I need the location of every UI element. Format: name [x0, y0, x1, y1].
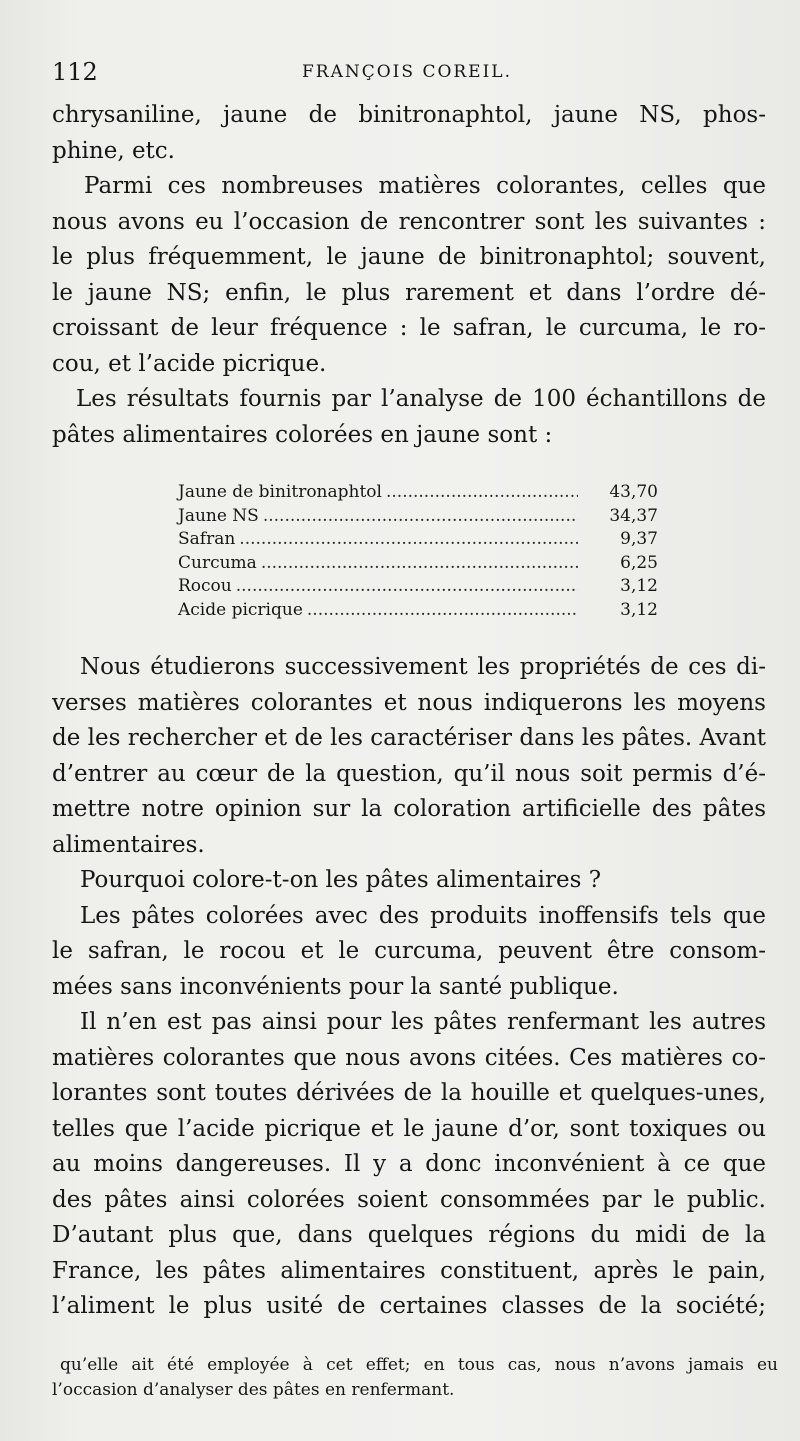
text-line: lorantes sont toutes dérivées de la houille et quelques-unes,: [52, 1080, 766, 1106]
row-value: 9,37: [620, 529, 658, 549]
dot-leader: [261, 552, 578, 576]
text-line: de les rechercher et de les caractériser dans les pâtes. Avant: [52, 725, 766, 751]
text-line: mettre notre opinion sur la coloration artificielle des pâtes: [52, 796, 766, 822]
text-line: France, les pâtes alimentaires constituent, après le pain,: [52, 1257, 766, 1284]
text-line: le safran, le rocou et le curcuma, peuvent être consom-: [52, 938, 766, 964]
text-line: croissant de leur fréquence : le safran, le curcuma, le ro-: [52, 315, 766, 341]
text-line: pâtes alimentaires colorées en jaune sont :: [52, 421, 553, 448]
footnote-line: l’occasion d’analyser des pâtes en renfermant.: [52, 1380, 455, 1400]
paragraph-start-line: Pourquoi colore-t-on les pâtes alimentaires ?: [80, 867, 602, 893]
paragraph-start-line: Les pâtes colorées avec des produits inoffensifs tels que: [80, 902, 766, 929]
table-row: [178, 599, 658, 623]
text-line: au moins dangereuses. Il y a donc inconvénient à ce que: [52, 1151, 766, 1177]
row-label: Safran: [178, 529, 236, 549]
dot-leader: [386, 481, 578, 505]
text-line: alimentaires.: [52, 831, 205, 858]
dot-leader: [307, 599, 578, 623]
text-line: chrysaniline, jaune de binitronaphtol, jaune NS, phos-: [52, 102, 766, 128]
body-text-bottom: [52, 650, 766, 1325]
text-line: D’autant plus que, dans quelques régions du midi de la: [52, 1222, 766, 1248]
text-line: le plus fréquemment, le jaune de binitronaphtol; souvent,: [52, 244, 766, 270]
text-line: d’entrer au cœur de la question, qu’il nous soit permis d’é-: [52, 760, 766, 787]
running-head: FRANÇOIS COREIL.: [301, 62, 513, 82]
text-line: le jaune NS; enfin, le plus rarement et dans l’ordre dé-: [52, 279, 766, 306]
text-line: des pâtes ainsi colorées soient consommées par le public.: [52, 1186, 766, 1213]
row-label: Acide picrique: [178, 599, 303, 620]
table-row: [178, 575, 658, 599]
paragraph-start-line: Il n’en est pas ainsi pour les pâtes renfermant les autres: [80, 1009, 766, 1035]
text-line: cou, et l’acide picrique.: [52, 350, 327, 377]
footnote-line: qu’elle ait été employée à cet effet; en tous cas, nous n’avons jamais eu: [60, 1355, 778, 1375]
row-value: 3,12: [620, 599, 658, 620]
row-label: Jaune NS: [178, 505, 259, 526]
results-table: [178, 481, 658, 622]
body-text-top: [52, 98, 766, 453]
table-row: [178, 505, 658, 529]
text-line: l’aliment le plus usité de certaines classes de la société;: [52, 1293, 766, 1319]
table-row: [178, 528, 658, 552]
paragraph-start-line: Parmi ces nombreuses matières colorantes, celles que: [84, 173, 766, 199]
dot-leader: [263, 505, 578, 529]
table-row: [178, 552, 658, 576]
text-line: telles que l’acide picrique et le jaune d’or, sont toxiques ou: [52, 1115, 766, 1142]
text-line: phine, etc.: [52, 137, 175, 164]
table-row: [178, 481, 658, 505]
dot-leader: [236, 575, 578, 599]
text-line: matières colorantes que nous avons citées. Ces matières co-: [52, 1044, 766, 1071]
footnote: [52, 1353, 778, 1403]
text-line: verses matières colorantes et nous indiquerons les moyens: [52, 689, 766, 716]
row-value: 6,25: [620, 552, 658, 573]
row-label: Jaune de binitronaphtol: [178, 482, 382, 502]
row-value: 43,70: [609, 482, 658, 502]
row-label: Curcuma: [178, 552, 257, 573]
row-label: Rocou: [178, 576, 232, 596]
paragraph-start-line: Nous étudierons successivement les propriétés de ces di-: [80, 654, 766, 680]
row-value: 3,12: [620, 576, 658, 596]
dot-leader: [239, 528, 578, 552]
page-number: 112: [52, 58, 98, 86]
text-line: nous avons eu l’occasion de rencontrer sont les suivantes :: [52, 208, 766, 235]
text-line: mées sans inconvénients pour la santé publique.: [52, 973, 619, 1000]
row-value: 34,37: [609, 505, 658, 526]
paragraph-start-line: Les résultats fournis par l’analyse de 100 échantillons de: [76, 386, 766, 412]
page-header: [52, 58, 762, 88]
